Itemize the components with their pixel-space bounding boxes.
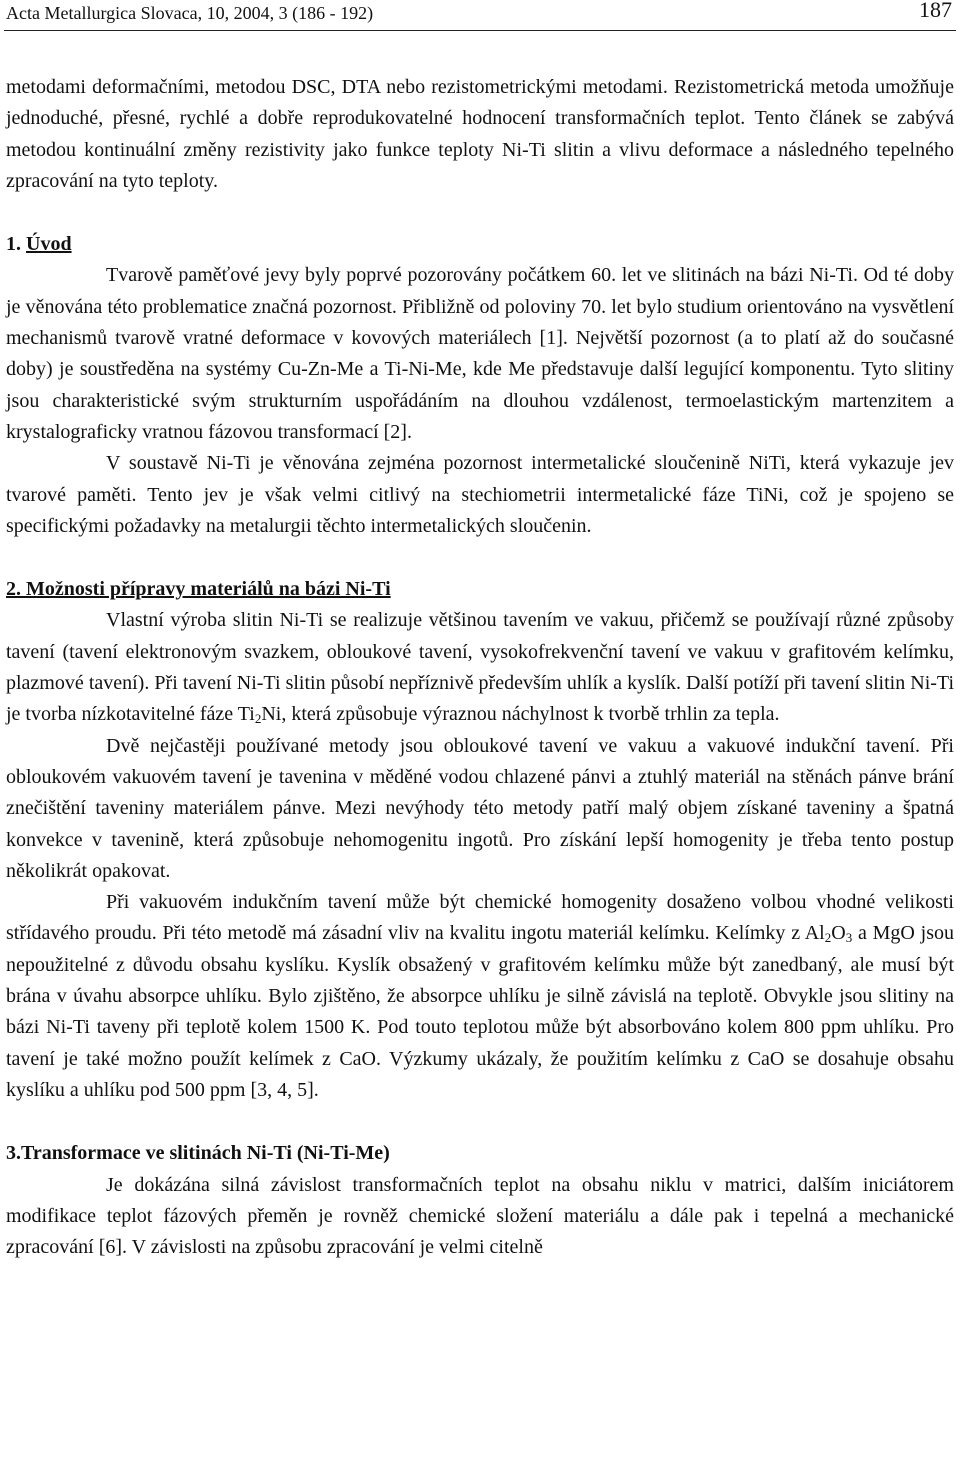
- section-2-paragraph-2: Dvě nejčastěji používané metody jsou obloukové tavení ve vakuu a vakuové indukční tavení. Při obloukovém vakuovém tavení je tavenina v měděné vodou chlazené pánvi a ztuhlý materiál na stěnách pánve brání znečištění taveniny materiálem pánve. Mezi nevýhody této metody patří malý objem získané taveniny a špatná konvekce v tavenině, která způsobuje nehomogenitu ingotů. Pro získání lepší homogenity je třeba tento postup několikrát opakovat.: [6, 734, 954, 882]
- section-1-paragraph-2: V soustavě Ni-Ti je věnována zejména pozornost intermetalické sloučenině NiTi, která vykazuje jev tvarové paměti. Tento jev je však velmi citlivý na stechiometrii intermetalické fáze TiNi, což je spojeno se specifickými požadavky na metalurgii těchto intermetalických sloučenin.: [6, 452, 954, 537]
- section-1-heading: [6, 229, 954, 260]
- section-2-heading: 2. Možnosti přípravy materiálů na bázi Ni-Ti: [6, 578, 391, 601]
- section-3-paragraph-1: Je dokázána silná závislost transformačních teplot na obsahu niklu v matrici, dalším iniciátorem modifikace teplot fázových přeměn je rovněž chemické složení materiálu a dále pak i tepelná a mechanické zpracování [6]. V závislosti na způsobu zpracování je velmi citelně: [6, 1173, 954, 1259]
- section-2-paragraph-1: Vlastní výroba slitin Ni-Ti se realizuje většinou tavením ve vakuu, přičemž se používají různé způsoby tavení (tavení elektronovým svazkem, obloukové tavení, vysokofrekvenční tavení ve vakuu v grafitovém kelímku, plazmové tavení). Při tavení Ni-Ti slitin působí nepříznivě především uhlík a kyslík. Další potíží při tavení slitin Ni-Ti je tvorba nízkotavitelné fáze $Ti_2Ni$, která způsobuje výraznou náchylnost k tvorbě trhlin za tepla.: [6, 609, 954, 727]
- section-1-number: 1.: [6, 233, 21, 256]
- page-number: 187: [919, 0, 952, 22]
- journal-citation: Acta Metallurgica Slovaca, 10, 2004, 3 (186 - 192): [6, 3, 374, 23]
- intro-paragraph: metodami deformačními, metodou DSC, DTA nebo rezistometrickými metodami. Rezistometrická metoda umožňuje jednoduché, přesné, rychlé a dobře reprodukovatelné hodnocení transformačních teplot. Tento článek se zabývá metodou kontinuální změny rezistivity jako funkce teploty Ni-Ti slitin a vlivu deformace a následného tepelného zpracování na tyto teploty.: [6, 76, 954, 192]
- page-header: [4, 0, 956, 31]
- section-3-heading: 3.Transformace ve slitinách Ni-Ti (Ni-Ti-Me): [6, 1142, 390, 1165]
- section-1-title: Úvod: [26, 233, 72, 256]
- section-2-paragraph-3: Při vakuovém indukčním tavení může být chemické homogenity dosaženo volbou vhodné velikosti střídavého proudu. Při této metodě má zásadní vliv na kvalitu ingotu materiál kelímku. Kelímky z $Al_2O_3$ a MgO jsou nepoužitelné z důvodu obsahu kyslíku. Kyslík obsažený v grafitovém kelímku může být zanedbaný, ale musí být brána v úvahu absorpce uhlíku. Bylo zjištěno, že absorpce uhlíku je silně závislá na teplotě. Obvykle jsou slitiny na bázi Ni-Ti taveny při teplotě kolem 1500 K. Pod touto teplotou může být absorbováno kolem 800 ppm uhlíku. Pro tavení je také možno použít kelímek z CaO. Výzkumy ukázaly, že použitím kelímku z CaO se dosahuje obsahu kyslíku a uhlíku pod 500 ppm [3, 4, 5].: [6, 891, 954, 1101]
- article-body: [6, 72, 954, 1263]
- section-1-paragraph-1: Tvarově paměťové jevy byly poprvé pozorovány počátkem 60. let ve slitinách na bázi Ni-Ti. Od té doby je věnována této problematice značná pozornost. Přibližně od poloviny 70. let bylo studium orientováno na vysvětlení mechanismů tvarově vratné deformace v kovových materiálech [1]. Největší pozornost (a to platí až do současné doby) je soustředěna na systémy Cu-Zn-Me a Ti-Ni-Me, kde Me představuje další legující komponentu. Tyto slitiny jsou charakteristické svým strukturním uspořádáním na dlouhou vzdálenost, termoelastickým martenzitem a krystalograficky vratnou fázovou transformací [2].: [6, 264, 954, 443]
